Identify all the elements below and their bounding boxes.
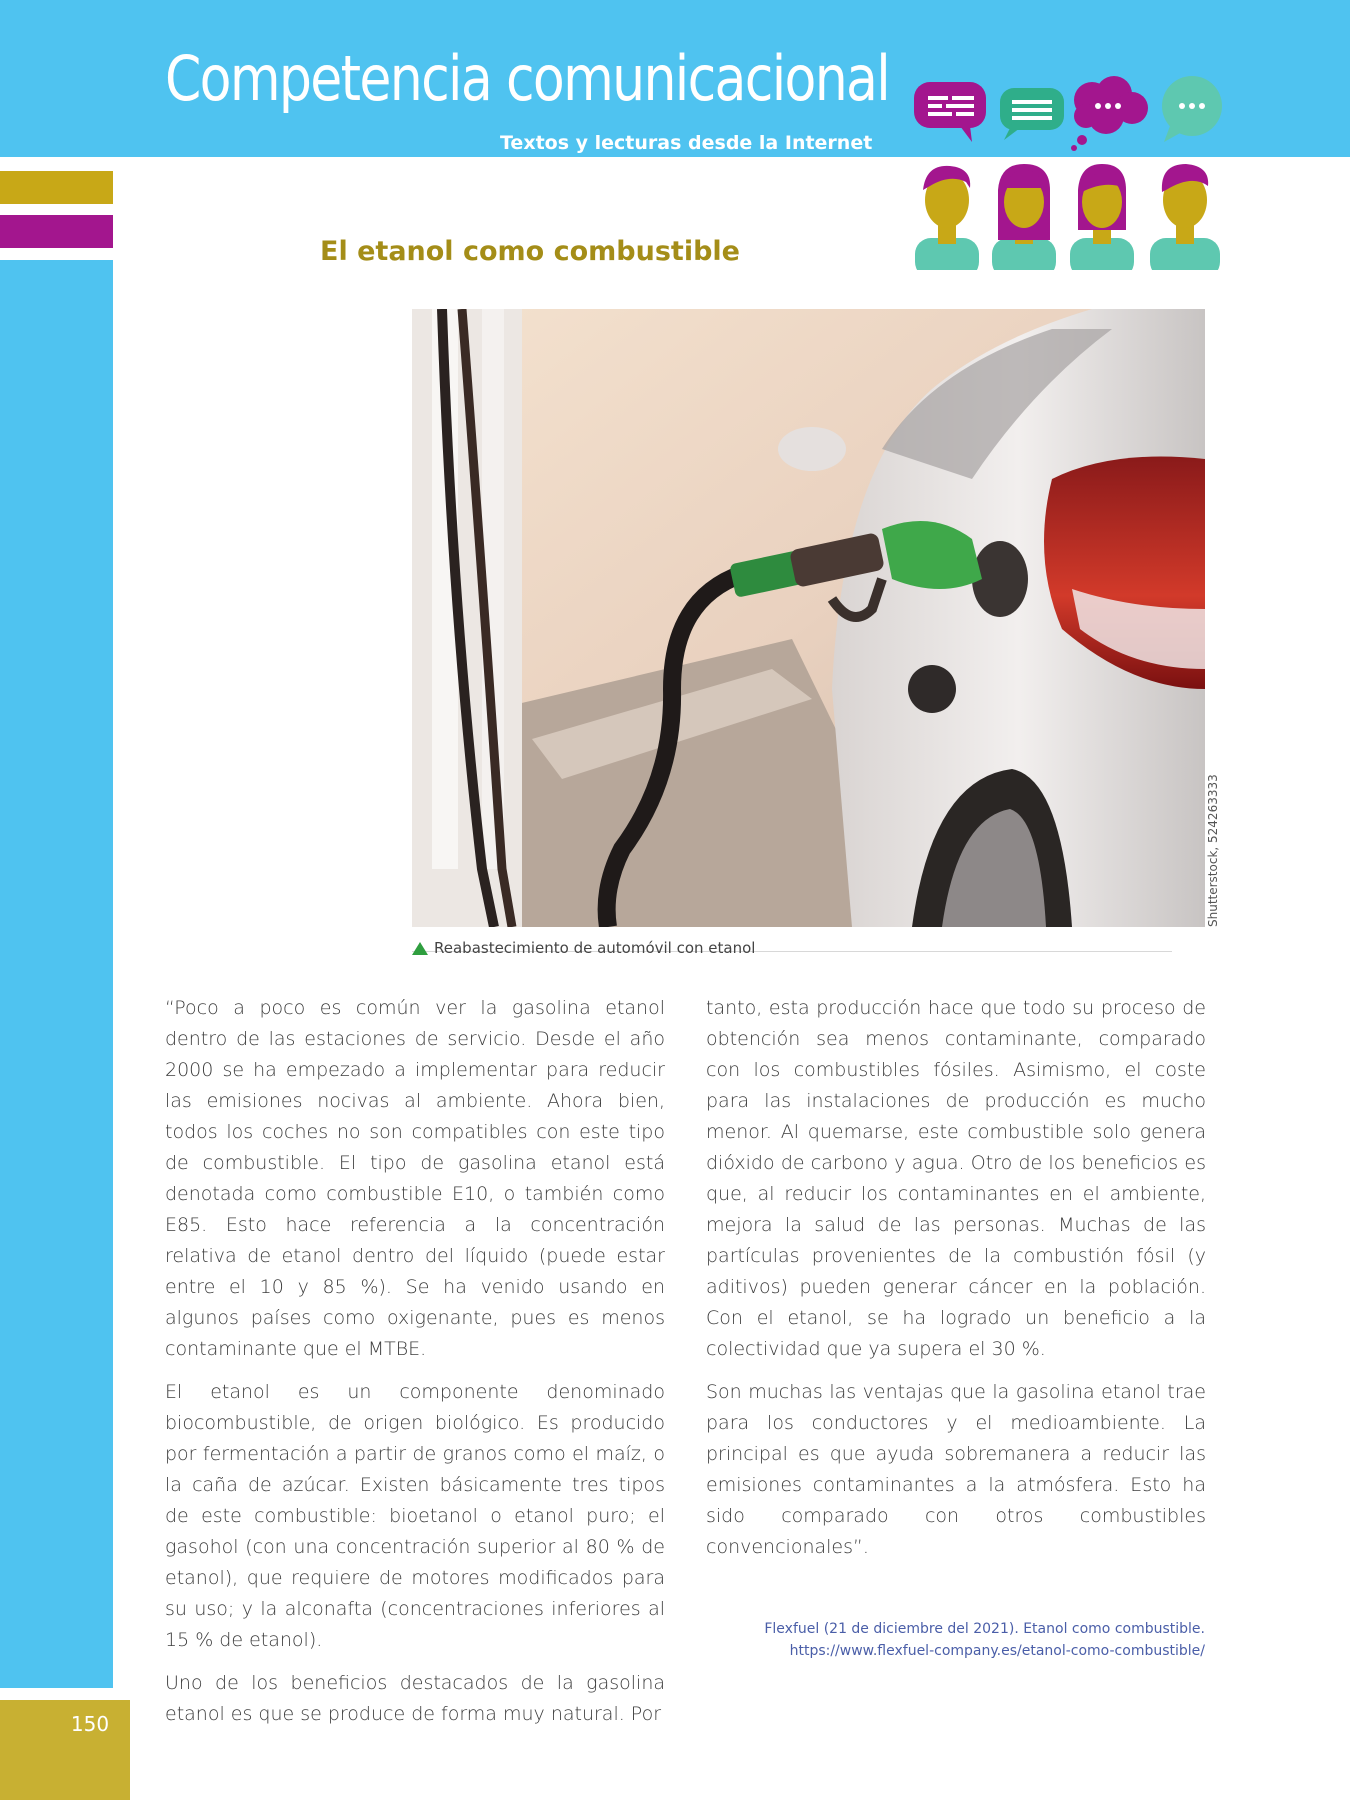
left-side-band (0, 260, 113, 1688)
page-header-title: Competencia comunicacional (165, 42, 890, 115)
paragraph: Uno de los beneficios destacados de la gasolina etanol es que se produce de forma muy natural. Por (165, 1672, 665, 1725)
section-title: El etanol como combustible (320, 236, 740, 267)
photo-caption (412, 938, 755, 958)
fuel-nozzle-car-photo (412, 309, 1205, 927)
text-column-right (706, 993, 1206, 1575)
paragraph: tanto, esta producción hace que todo su proceso de obtención sea menos contaminante, comparado con los combustibles fósiles. Asimismo, el coste para las instalaciones de producción es mucho menor. Al quemarse, este combustible solo genera dióxido de carbono y agua. Otro de los beneficios es que, al reducir los contaminantes en el ambiente, mejora la salud de las personas. Muchas de las partículas provenientes de la combustión fósil (y aditivos) pueden generar cáncer en la población. Con el etanol, se ha logrado un beneficio a la colectividad que ya supera el 30 %. (706, 997, 1206, 1360)
person-avatar-icon (915, 166, 979, 270)
source-citation (690, 1618, 1205, 1662)
paragraph: “Poco a poco es común ver la gasolina etanol dentro de las estaciones de servicio. Desde el año 2000 se ha empezado a implementar para reducir las emisiones nocivas al ambiente. Ahora bien, todos los coches no son compatibles con este tipo de combustible. El tipo de gasolina etanol está denotada como combustible E10, o también como E85. Esto hace referencia a la concentración relativa de etanol dentro del líquido (puede estar entre el 10 y 85 %). Se ha venido usando en algunos países como oxigenante, pues es menos contaminante que el MTBE. (165, 997, 665, 1360)
paragraph: El etanol es un componente denominado biocombustible, de origen biológico. Es producido por fermentación a partir de granos como el maíz, o la caña de azúcar. Existen básicamente tres tipos de este combustible: bioetanol o etanol puro; el gasohol (con una concentración superior al 80 % de etanol), que requiere de motores modificados para su uso; y la alconafta (concentraciones inferiores al 15 % de etanol). (165, 1381, 665, 1651)
paragraph: Son muchas las ventajas que la gasolina etanol trae para los conductores y el medioambiente. La principal es que ayuda sobremanera a reducir las emisiones contaminantes a la atmósfera. Esto ha sido comparado con otros combustibles convencionales”. (706, 1381, 1206, 1558)
text-column-left (165, 993, 665, 1742)
mustard-accent-bar (0, 171, 113, 204)
page-number: 150 (70, 1712, 110, 1736)
people-chat-illustration (910, 70, 1230, 270)
speech-bubble-icon (1162, 76, 1222, 142)
page-header-subtitle: Textos y lecturas desde la Internet (500, 132, 873, 154)
triangle-marker-icon (412, 942, 428, 955)
speech-bubble-icon (914, 82, 986, 142)
photo-caption-text: Reabastecimiento de automóvil con etanol (434, 939, 756, 957)
thought-bubble-icon (1071, 76, 1148, 151)
speech-bubble-icon (1000, 88, 1064, 140)
source-reference: Flexfuel (21 de diciembre del 2021). Etanol como combustible. (764, 1621, 1205, 1637)
person-avatar-icon (992, 164, 1056, 270)
magenta-accent-bar (0, 215, 113, 248)
person-avatar-icon (1150, 164, 1220, 270)
source-url-link[interactable]: https://www.flexfuel-company.es/etanol-como-combustible/ (789, 1643, 1205, 1659)
person-avatar-icon (1070, 164, 1134, 270)
